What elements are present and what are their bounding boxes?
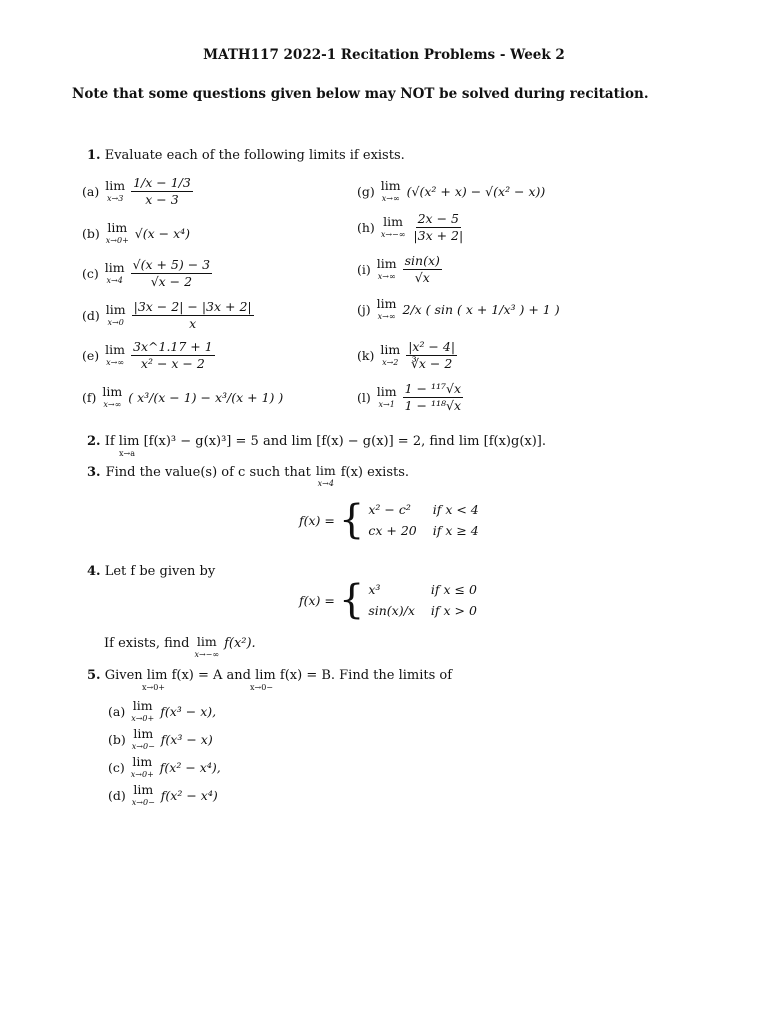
limit-item-c: (c) lim x→4 $\frac{√(x + 5) - 3}{√x - 2}$ (82, 257, 211, 289)
question-4-find: If exists, find lim x→−∞ f(x²). (104, 634, 256, 659)
q5-item-a: (a) lim x→0+ f(x³ − x), (108, 698, 217, 723)
limit-item-g: (g) lim x→∞ (√(x² + x) − √(x² − x)) (357, 178, 546, 203)
question-text: Evaluate each of the following limits if exists. (104, 148, 405, 163)
limit-item-h: (h) lim x→−∞ $\frac{2x - 5}{|3x + 2|}$ (357, 211, 464, 243)
limit-subscript: x→a (119, 449, 135, 458)
limit-item-a: (a) lim x→3 $\frac{1/x - 1/3}{x - 3}$ (82, 175, 191, 207)
question-2: 2. If lim [f(x)³ − g(x)³] = 5 and lim [f(x) − g(x)] = 2, find lim [f(x)g(x)]. x→a (87, 434, 547, 458)
limit-item-i: (i) lim x→∞ $\frac{\sin(x)}{√x}$ (357, 253, 440, 285)
q5-item-d: (d) lim x→0− f(x² − x⁴) (108, 782, 218, 807)
question-5: 5. Given lim f(x) = A and lim f(x) = B. Find the limits of x→0+ x→0− (87, 668, 453, 692)
question-3: 3. Find the value(s) of c such that lim x→4 f(x) exists. (87, 463, 410, 488)
limit-item-b: (b) lim x→0+ √(x − x⁴) (82, 220, 191, 245)
limit-item-d: (d) lim x→0 $\frac{|3x - 2| - |3x + 2|}{x}$ (82, 299, 252, 331)
lim-operator: lim x→3 (105, 178, 126, 203)
limit-item-k: (k) lim x→2 $\frac{\text{|x² − 4|}}{∛x - 2}$ (357, 339, 456, 371)
q5-item-b: (b) lim x→0− f(x³ − x) (108, 726, 213, 751)
expression: √(x − x⁴) (134, 225, 191, 241)
note: Note that some questions given below may NOT be solved during recitation. (72, 86, 649, 102)
page-title: MATH117 2022-1 Recitation Problems - Week 2 (203, 47, 565, 63)
limit-item-l: (l) lim x→1 $\frac{\text{1 − ¹¹⁷√x}}{\text{1 − ¹¹⁸√x}}$ (357, 381, 462, 413)
question-4: 4. Let f be given by (87, 564, 216, 579)
limit-item-f: (f) lim x→∞ ( x³/(x − 1) − x³/(x + 1) ) (82, 384, 284, 409)
piecewise-function-q3: f(x) = { x² − c² if x < 4 cx + 20 if x ≥ 4 (299, 497, 479, 543)
question-1-header (87, 148, 405, 163)
question-number: 1. (87, 148, 101, 163)
limit-item-e: (e) lim x→∞ $\frac{3x\^{}1.17 + 1}{\text{x² − x − 2}}$ (82, 339, 213, 371)
piecewise-function-q4: f(x) = { x³ if x ≤ 0 sin(x)/x if x > 0 (299, 577, 477, 623)
fraction: $\frac{1/x - 1/3}{x - 3}$ (133, 175, 191, 207)
limit-item-j: (j) lim x→∞ 2/x ( sin ( x + 1/x³ ) + 1 ) (357, 296, 560, 321)
q5-item-c: (c) lim x→0+ f(x² − x⁴), (108, 754, 221, 779)
